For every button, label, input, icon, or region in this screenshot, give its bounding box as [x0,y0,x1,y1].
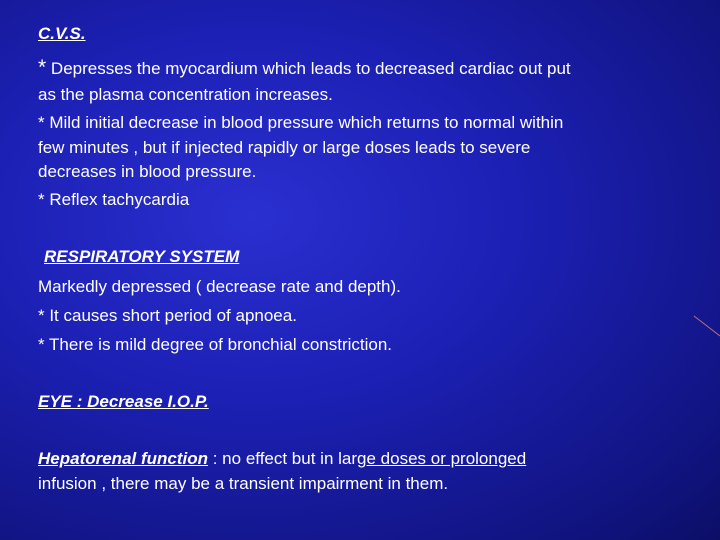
hepatorenal-text-a: : no effect but in larg [208,449,367,468]
respiratory-line2: * It causes short period of apnoea. [38,306,297,325]
hepatorenal-line2: infusion , there may be a transient impairment in them. [38,474,449,493]
cvs-bullet1-line1 [38,58,571,79]
bullet-text: Depresses the myocardium which leads to decreased cardiac out put [46,59,571,78]
bullet-marker: * [38,56,47,79]
cvs-bullet2-line2: few minutes , but if injected rapidly or large doses leads to severe [38,138,531,157]
cvs-bullet2-line3: decreases in blood pressure. [38,162,257,181]
eye-heading: EYE : Decrease I.O.P. [38,392,209,411]
hepatorenal-line1 [38,449,526,469]
cvs-heading: C.V.S. [38,24,86,43]
decorative-stroke [690,300,720,340]
cvs-bullet1-line2: as the plasma concentration increases. [38,85,333,104]
respiratory-line3: * There is mild degree of bronchial constriction. [38,335,393,354]
cvs-bullet3: * Reflex tachycardia [38,190,190,209]
hepatorenal-text-b: e doses or prolonged [366,449,527,468]
respiratory-line1: Markedly depressed ( decrease rate and depth). [38,277,401,296]
respiratory-heading: RESPIRATORY SYSTEM [44,247,240,266]
cvs-bullet2-line1: * Mild initial decrease in blood pressure which returns to normal within [38,113,564,132]
hepatorenal-label: Hepatorenal function [38,449,209,468]
